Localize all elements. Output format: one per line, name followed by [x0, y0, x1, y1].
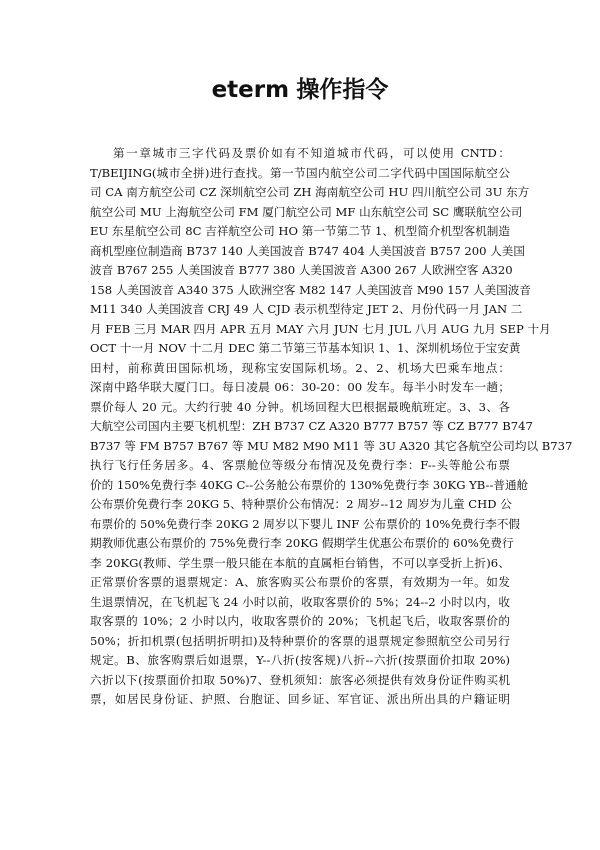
text-line: 158 人美国波音 A340 375 人欧洲空客 M82 147 人美国波音 M90 157 人美国波音: [90, 282, 531, 297]
text-line: 票价每人 20 元。大约行驶 40 分钟。机场回程大巴根据最晚航班定。3、3、各: [90, 399, 510, 414]
text-line: 规定。B、旅客购票后如退票，Y--八折(按客规)八折--六折(按票面价扣取 20%): [90, 653, 510, 667]
text-line: 执行飞行任务居多。4、客票舱位等级分布情况及免费行李：F--头等舱公布票: [90, 458, 510, 472]
title-latin: eterm: [211, 77, 290, 103]
text-line: 取客票的 10%；2 小时以内，收取客票价的 20%；飞机起飞后，收取客票价的: [90, 614, 510, 628]
document-title: [0, 74, 600, 106]
text-line: EU 东星航空公司 8C 吉祥航空公司 HO 第一节第二节 1、机型简介机型客机制造: [90, 224, 510, 238]
text-line: OCT 十一月 NOV 十二月 DEC 第二节第三节基本知识 1、1、深圳机场位于宝安黄: [90, 341, 521, 355]
body-paragraph: [90, 144, 573, 710]
text-line: 正常票价客票的退票规定：A、旅客购买公布票价的客票，有效期为一年。如发: [90, 575, 510, 589]
text-line: M11 340 人美国波音 CRJ 49 人 CJD 表示机型待定 JET 2、月份代码一月 JAN 二: [90, 302, 523, 316]
text-line: 李 20KG(教师、学生票一般只能在本航的直属柜台销售，不可以享受折上折)6、: [90, 555, 510, 570]
text-line: 期教师优惠公布票价的 75%免费行李 20KG 假期学生优惠公布票价的 60%免费行: [90, 536, 514, 550]
text-line: 月 FEB 三月 MAR 四月 APR 五月 MAY 六月 JUN 七月 JUL 八月 AUG 九月 SEP 十月: [90, 321, 551, 336]
text-line: B737 等 FM B757 B767 等 MU M82 M90 M11 等 3U A320 其它各航空公司均以 B737: [90, 438, 573, 453]
title-cjk: 操作指令: [296, 76, 389, 103]
text-line: 六折以下(按票面价扣取 50%)7、登机须知：旅客必须提供有效身份证件购买机: [90, 672, 510, 687]
text-line: 波音 B767 255 人美国波音 B777 380 人美国波音 A300 267 人欧洲空客 A320: [90, 263, 513, 277]
text-line: 布票价的 50%免费行李 20KG 2 周岁以下婴儿 INF 公布票价的 10%免费行李不假: [90, 516, 521, 531]
text-line: 航空公司 MU 上海航空公司 FM 厦门航空公司 MF 山东航空公司 SC 鹰联航空公司: [90, 204, 523, 219]
text-line: 第一章城市三字代码及票价如有不知道城市代码，可以使用 CNTD：: [113, 146, 510, 160]
text-line: 价的 150%免费行李 40KG C--公务舱公布票价的 130%免费行李 30KG YB--普通舱: [90, 477, 529, 492]
text-line: 商机型座位制造商 B737 140 人美国波音 B747 404 人美国波音 B757 200 人美国: [90, 243, 525, 258]
text-line: 田村，前称黄田国际机场，现称宝安国际机场。2、2、机场大巴乘车地点：: [90, 360, 510, 375]
text-line: 50%；折扣机票(包括明折明扣)及特种票价的客票的退票规定参照航空公司另行: [90, 633, 510, 648]
text-line: 生退票情况，在飞机起飞 24 小时以前，收取客票价的 5%；24--2 小时以内，收: [90, 594, 510, 609]
text-line: 司 CA 南方航空公司 CZ 深圳航空公司 ZH 海南航空公司 HU 四川航空公司 3U 东方: [90, 185, 530, 199]
text-line: T/BEIJING(城市全拼)进行查找。第一节国内航空公司二字代码中国国际航空公: [90, 165, 510, 180]
text-line: 票，如居民身份证、护照、台胞证、回乡证、军官证、派出所出具的户籍证明: [90, 692, 510, 706]
text-line: 深南中路华联大厦门口。每日凌晨 06：30-20：00 发车。每半小时发车一趟；: [90, 380, 510, 394]
text-line: 大航空公司国内主要飞机机型：ZH B737 CZ A320 B777 B757 等 CZ B777 B747: [90, 419, 533, 433]
text-line: 公布票价免费行李 20KG 5、特种票价公布情况：2 周岁--12 周岁为儿童 CHD 公: [90, 497, 512, 511]
